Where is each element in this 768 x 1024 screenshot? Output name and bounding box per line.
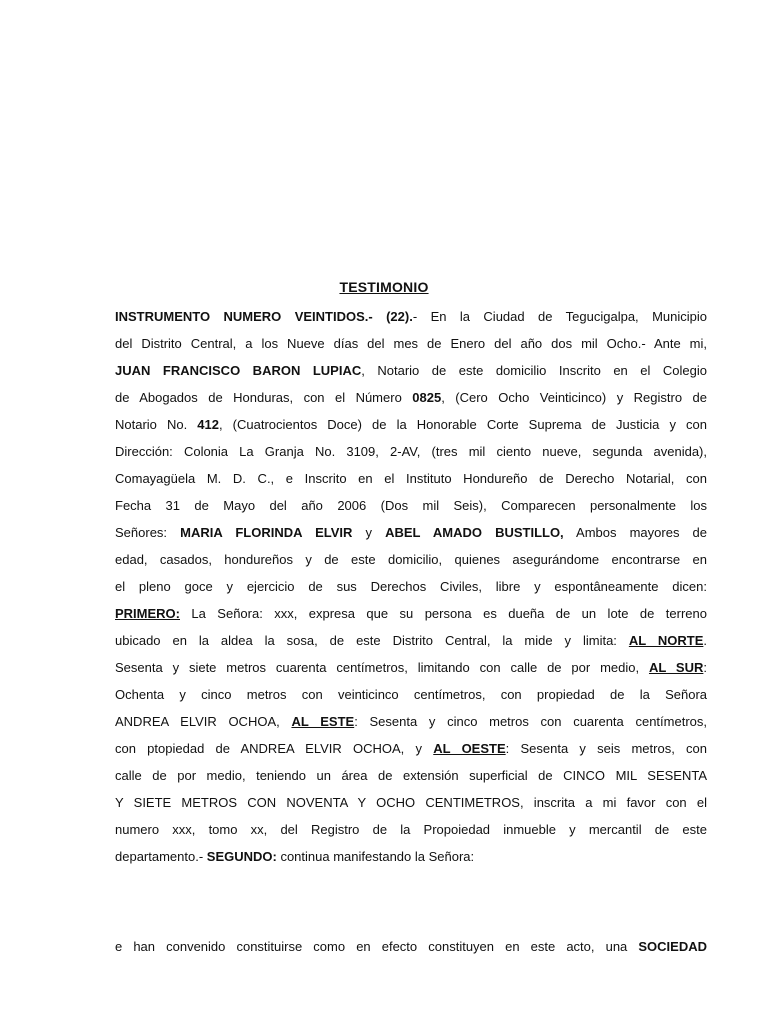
- text-run: AL OESTE: [433, 741, 506, 756]
- text-line: [115, 384, 707, 411]
- text-run: el pleno goce y ejercicio de sus Derechos Civiles, libre y espontâneamente dicen:: [115, 579, 707, 594]
- text-run: edad, casados, hondureños y de este domicilio, quienes asegurándome encontrarse en: [115, 552, 707, 567]
- text-run: Dirección: Colonia La Granja No. 3109, 2-AV, (tres mil ciento nueve, segunda avenida),: [115, 444, 707, 459]
- text-line: [115, 843, 707, 870]
- text-run: INSTRUMENTO NUMERO VEINTIDOS.- (22).: [115, 309, 413, 324]
- text-run: : Sesenta y seis metros, con: [505, 741, 707, 756]
- text-run: ubicado en la aldea la sosa, de este Distrito Central, la mide y limita:: [115, 633, 629, 648]
- text-run: .: [703, 633, 707, 648]
- text-run: , (Cuatrocientos Doce) de la Honorable Corte Suprema de Justicia y con: [219, 417, 707, 432]
- text-run: - En la Ciudad de Tegucigalpa, Municipio: [412, 309, 707, 324]
- text-line: [115, 762, 707, 789]
- text-line: [115, 627, 707, 654]
- text-run: :: [703, 660, 708, 675]
- text-run: Sesenta y siete metros cuarenta centímetros, limitando con calle de por medio,: [115, 660, 649, 675]
- text-run: : Sesenta y cinco metros con cuarenta centímetros,: [354, 714, 707, 729]
- text-run: con ptopiedad de ANDREA ELVIR OCHOA, y: [115, 741, 434, 756]
- text-run: Y SIETE METROS CON NOVENTA Y OCHO CENTIMETROS, inscrita a mi favor con el: [115, 795, 707, 810]
- text-run: e han convenido constituirse como en efecto constituyen en este acto, una: [115, 939, 639, 954]
- text-line: [115, 573, 707, 600]
- text-run: 0825: [412, 390, 442, 405]
- text-line: [115, 735, 707, 762]
- document-title: TESTIMONIO: [339, 279, 429, 295]
- text-run: Notario No.: [115, 417, 198, 432]
- text-line: [115, 789, 707, 816]
- text-line: [115, 357, 707, 384]
- document-body: [115, 303, 707, 870]
- text-line: [115, 546, 707, 573]
- text-line: [115, 519, 707, 546]
- text-line: [115, 438, 707, 465]
- text-run: Ambos mayores de: [563, 525, 707, 540]
- text-run: JUAN FRANCISCO BARON LUPIAC: [115, 363, 362, 378]
- text-run: AL ESTE: [291, 714, 355, 729]
- text-line: [115, 303, 707, 330]
- text-line: [115, 708, 707, 735]
- text-run: numero xxx, tomo xx, del Registro de la Propoiedad inmueble y mercantil de este: [115, 822, 707, 837]
- text-run: calle de por medio, teniendo un área de extensión superficial de CINCO MIL SESENTA: [115, 768, 707, 783]
- text-line: [115, 654, 707, 681]
- text-run: y: [352, 525, 386, 540]
- text-run: AL SUR: [648, 660, 704, 675]
- text-run: de Abogados de Honduras, con el Número: [115, 390, 413, 405]
- document-tail: [115, 933, 707, 960]
- text-line: [115, 681, 707, 708]
- text-run: ABEL AMADO BUSTILLO,: [385, 525, 564, 540]
- text-run: ANDREA ELVIR OCHOA,: [115, 714, 292, 729]
- text-run: departamento.-: [115, 849, 207, 864]
- text-run: AL NORTE: [628, 633, 704, 648]
- text-run: , (Cero Ocho Veinticinco) y Registro de: [441, 390, 707, 405]
- text-run: MARIA FLORINDA ELVIR: [180, 525, 353, 540]
- text-run: SOCIEDAD: [638, 939, 707, 954]
- text-line: [115, 465, 707, 492]
- text-line: [115, 330, 707, 357]
- text-line: [115, 816, 707, 843]
- text-line: [115, 600, 707, 627]
- text-run: SEGUNDO:: [206, 849, 277, 864]
- text-run: Comayagüela M. D. C., e Inscrito en el Instituto Hondureño de Derecho Notarial, con: [115, 471, 707, 486]
- text-run: PRIMERO:: [115, 606, 180, 621]
- text-run: La Señora: xxx, expresa que su persona es dueña de un lote de terreno: [180, 606, 707, 621]
- text-line: [115, 492, 707, 519]
- text-run: , Notario de este domicilio Inscrito en el Colegio: [361, 363, 707, 378]
- text-run: Ochenta y cinco metros con veinticinco centímetros, con propiedad de la Señora: [115, 687, 707, 702]
- text-line: [115, 933, 707, 960]
- text-run: Fecha 31 de Mayo del año 2006 (Dos mil Seis), Comparecen personalmente los: [115, 498, 707, 513]
- text-run: 412: [197, 417, 219, 432]
- text-run: del Distrito Central, a los Nueve días del mes de Enero del año dos mil Ocho.- Ante mi,: [115, 336, 707, 351]
- text-run: continua manifestando la Señora:: [276, 849, 475, 864]
- text-line: [115, 411, 707, 438]
- text-run: Señores:: [115, 525, 181, 540]
